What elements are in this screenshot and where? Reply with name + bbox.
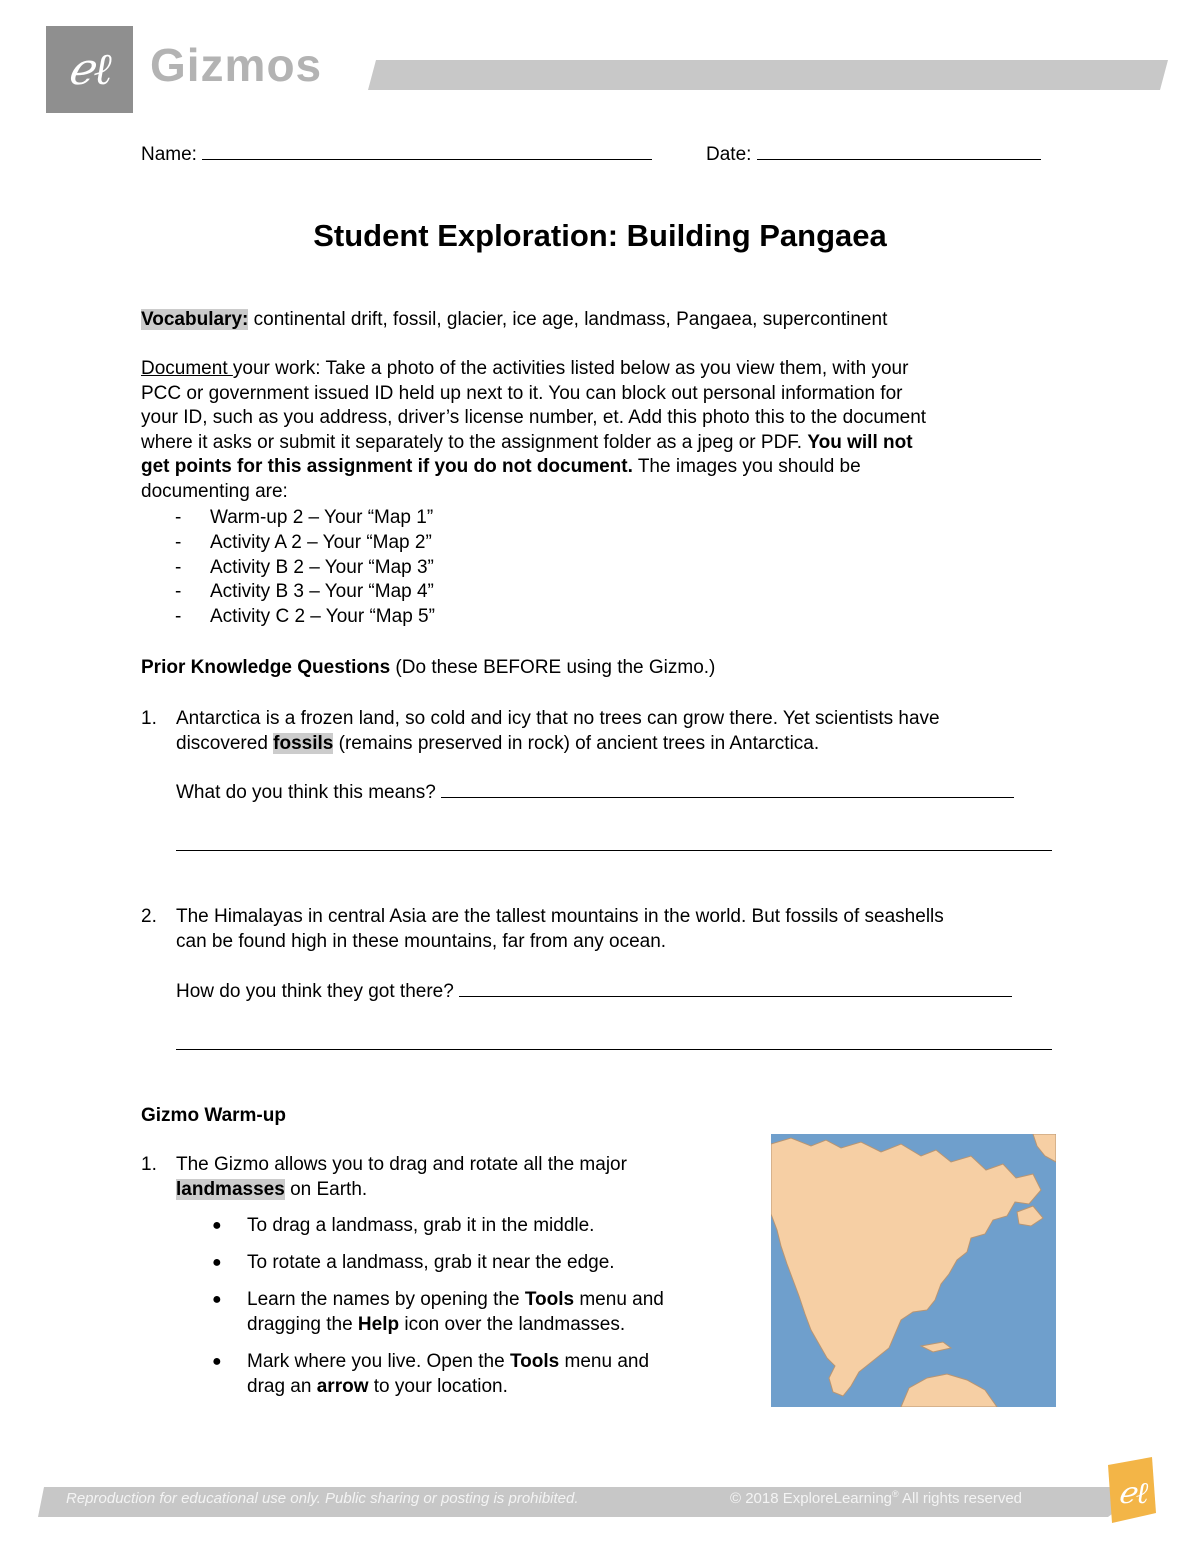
term-landmasses: landmasses (176, 1178, 285, 1200)
footer-disclaimer: Reproduction for educational use only. Public sharing or posting is prohibited. (66, 1490, 579, 1507)
bullet-item: To drag a landmass, grab it in the middle. (247, 1215, 595, 1236)
date-blank[interactable] (757, 143, 1041, 160)
document-line: your ID, such as you address, driver’s license number, et. Add this photo this to the document (141, 407, 927, 428)
bullet-text: drag an (247, 1375, 317, 1397)
question-number: 1. (141, 708, 157, 729)
question-number: 2. (141, 906, 157, 927)
header-stripe (368, 60, 1168, 90)
brand-name: Gizmos (150, 39, 323, 91)
registered-mark: ® (892, 1489, 899, 1499)
list-item (175, 506, 181, 531)
bullet-text: menu and (574, 1289, 664, 1310)
q1-prompt-line[interactable] (176, 781, 1014, 806)
q1-prompt: What do you think this means? (176, 782, 436, 803)
bullet-text: icon over the landmasses. (399, 1313, 626, 1335)
date-field[interactable] (706, 143, 1041, 168)
name-label: Name: (141, 144, 197, 165)
north-america-map (771, 1134, 1056, 1407)
bullet-text: Mark where you live. Open the (247, 1351, 510, 1372)
prior-knowledge-heading (141, 656, 715, 681)
footer-logo-icon (1100, 1455, 1160, 1527)
document-warning: You will not (807, 431, 913, 453)
help-term: Help (357, 1313, 400, 1335)
name-blank[interactable] (202, 143, 652, 160)
list-item-text: Warm-up 2 – Your “Map 1” (210, 507, 434, 528)
document-lead: Document (141, 358, 233, 379)
svg-text:ℯℓ: ℯℓ (1118, 1476, 1149, 1511)
list-item-text: Activity B 3 – Your “Map 4” (210, 581, 434, 602)
prior-heading-text: Prior Knowledge Questions (141, 657, 391, 678)
q2-prompt-line[interactable] (176, 980, 1012, 1005)
list-item-text: Activity A 2 – Your “Map 2” (210, 532, 432, 553)
rights-text: All rights reserved (898, 1490, 1023, 1507)
list-item-text: Activity B 2 – Your “Map 3” (210, 557, 434, 578)
term-fossils: fossils (273, 732, 334, 754)
bullet-marker: ● (212, 1353, 222, 1370)
vocabulary-label: Vocabulary: (141, 309, 249, 330)
question-1 (176, 707, 940, 756)
bullet-text: dragging the (247, 1313, 358, 1335)
warmup-heading: Gizmo Warm-up (141, 1105, 286, 1126)
tools-term: Tools (509, 1351, 560, 1372)
brand-logo-badge (46, 26, 133, 113)
question-2 (176, 905, 944, 954)
document-line: documenting are: (141, 480, 288, 502)
bullet-marker: ● (212, 1254, 222, 1271)
bullet-text: Learn the names by opening the (247, 1289, 525, 1310)
question-text: The Gizmo allows you to drag and rotate all the major (176, 1154, 627, 1175)
document-line: PCC or government issued ID held up next to it. You can block out personal information for (141, 382, 903, 404)
date-label: Date: (706, 144, 752, 165)
list-item (175, 556, 181, 581)
brand-logo-glyph: ℯℓ (67, 44, 112, 95)
question-text: (remains preserved in rock) of ancient trees in Antarctica. (333, 732, 820, 754)
list-item (175, 605, 181, 630)
q2-answer-blank-1[interactable] (459, 980, 1012, 997)
q1-answer-blank-1[interactable] (441, 781, 1014, 798)
question-text: on Earth. (284, 1178, 368, 1200)
footer-copyright (730, 1489, 1022, 1507)
bullet-item: To rotate a landmass, grab it near the edge. (247, 1252, 615, 1273)
dash-marker: - (175, 581, 182, 602)
bullet-item (247, 1288, 664, 1337)
question-number: 1. (141, 1154, 157, 1175)
q2-answer-blank-2[interactable] (176, 1049, 1052, 1050)
bullet-text: menu and (559, 1351, 650, 1372)
question-text: Antarctica is a frozen land, so cold and icy that no trees can grow there. Yet scientists have (176, 708, 940, 729)
bullet-marker: ● (212, 1217, 222, 1234)
list-item (175, 531, 181, 556)
dash-marker: - (175, 557, 182, 578)
q1-answer-blank-2[interactable] (176, 850, 1052, 851)
name-field[interactable] (141, 143, 652, 168)
dash-marker: - (175, 507, 182, 528)
question-text: can be found high in these mountains, far from any ocean. (176, 930, 667, 952)
bullet-text: to your location. (368, 1375, 508, 1397)
tools-term: Tools (524, 1289, 575, 1310)
list-item-text: Activity C 2 – Your “Map 5” (210, 606, 435, 627)
q2-prompt: How do you think they got there? (176, 981, 454, 1002)
list-item (175, 580, 181, 605)
warmup-question (176, 1153, 627, 1202)
question-text: discovered (176, 732, 274, 754)
bullet-marker: ● (212, 1291, 222, 1308)
page-title: Student Exploration: Building Pangaea (313, 218, 887, 253)
arrow-term: arrow (316, 1375, 369, 1397)
copyright-text: © 2018 ExploreLearning (730, 1490, 892, 1507)
vocabulary-terms: continental drift, fossil, glacier, ice age, landmass, Pangaea, supercontinent (248, 309, 888, 330)
prior-note: (Do these BEFORE using the Gizmo.) (390, 657, 716, 678)
bullet-item (247, 1350, 649, 1399)
document-line: The images you should be (632, 456, 861, 477)
dash-marker: - (175, 532, 182, 553)
document-warning: get points for this assignment if you do not document. (141, 456, 633, 477)
document-line: where it asks or submit it separately to the assignment folder as a jpeg or PDF. (141, 431, 808, 453)
question-text: The Himalayas in central Asia are the tallest mountains in the world. But fossils of seashells (176, 906, 944, 927)
document-instructions (141, 357, 926, 504)
vocabulary-line (141, 308, 887, 333)
document-line: your work: Take a photo of the activities listed below as you view them, with your (232, 358, 909, 379)
dash-marker: - (175, 606, 182, 627)
